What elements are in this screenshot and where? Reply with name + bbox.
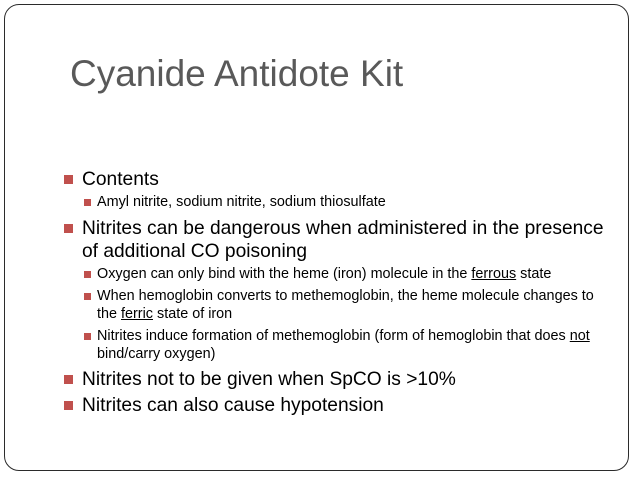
bullet-text: Nitrites not to be given when SpCO is >10% (82, 369, 456, 390)
sub-bullet-text (97, 266, 617, 284)
underlined-term-ferrous: ferrous (471, 265, 517, 282)
square-bullet-icon (62, 394, 82, 417)
bullet-list (62, 168, 617, 420)
text-run: state of iron (153, 305, 233, 322)
sub-bullet-item-kit-contents (82, 194, 617, 212)
bullet-item-contents (62, 168, 617, 191)
underlined-term-ferric: ferric (121, 305, 153, 322)
square-bullet-icon (82, 194, 97, 211)
sub-bullet-item-methemoglobin (82, 288, 617, 323)
bullet-text: Nitrites can also cause hypotension (82, 395, 384, 416)
bullet-item-hypotension (62, 394, 617, 417)
square-bullet-icon (62, 168, 82, 191)
bullet-item-nitrites-dangerous (62, 217, 617, 263)
sub-bullet-item-induce (82, 328, 617, 363)
bullet-item-not-given (62, 368, 617, 391)
text-run: Oxygen can only bind with the heme (iron) molecule in the (97, 265, 472, 282)
sub-bullet-item-oxygen-bind (82, 266, 617, 284)
square-bullet-icon (82, 328, 97, 345)
sub-bullet-text (97, 288, 617, 323)
bullet-text: Nitrites can be dangerous when administered in the presence of additional CO poisoning (82, 217, 604, 262)
slide-title: Cyanide Antidote Kit (70, 53, 404, 94)
text-run: state (516, 265, 552, 282)
sub-bullet-text (97, 328, 617, 363)
bullet-text: Contents (82, 169, 159, 190)
square-bullet-icon (82, 288, 97, 305)
underlined-term-not: not (569, 328, 590, 344)
square-bullet-icon (62, 368, 82, 391)
square-bullet-icon (82, 266, 97, 283)
text-run: Nitrites induce formation of methemoglobin (form of hemoglobin that does (97, 328, 570, 344)
sub-bullet-text: Amyl nitrite, sodium nitrite, sodium thiosulfate (97, 194, 386, 210)
text-run: bind/carry oxygen) (97, 345, 216, 362)
square-bullet-icon (62, 217, 82, 240)
text-run: When hemoglobin converts to methemoglobin, the heme molecule changes to the (97, 288, 594, 322)
